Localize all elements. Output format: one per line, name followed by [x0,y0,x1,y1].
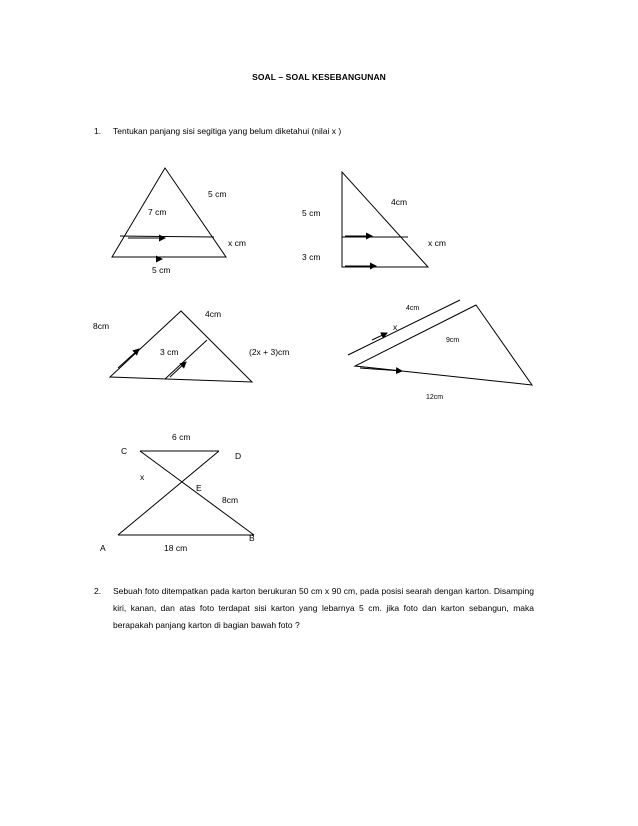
fig4-label-top: 4cm [406,305,420,312]
fig1-label-x: x cm [228,238,246,248]
question-1-number: 1. [94,126,102,136]
fig2-label-left-upper: 5 cm [302,208,321,218]
fig1-label-top-right: 5 cm [208,189,227,199]
fig4-label-inner: 9cm [446,337,460,344]
fig2-outline [342,172,428,267]
fig5-diagonal-cb [140,451,254,535]
fig3-label-inner: 3 cm [160,347,179,357]
question-1-text: Tentukan panjang sisi segitiga yang belum diketahui (nilai x ) [113,126,342,136]
fig5-label-d: D [235,451,242,461]
fig5-label-c: C [121,446,128,456]
fig2-label-x: x cm [428,238,446,248]
fig3-arrow-left [118,349,139,368]
fig3-arrow-right [170,362,186,377]
fig2-label-top: 4cm [391,197,408,207]
fig5-diagonal-da [118,451,219,535]
fig5-label-a: A [100,543,106,553]
fig4-label-x: x [393,322,398,332]
figure-1-triangle [112,168,246,275]
fig3-parallel-line [165,340,207,379]
fig4-parallel-line [348,300,460,355]
fig1-label-bottom: 5 cm [152,265,171,275]
fig1-label-left: 7 cm [148,207,167,217]
figure-5-hourglass [100,432,255,553]
question-2 [94,583,534,634]
fig3-label-right: (2x + 3)cm [249,347,290,357]
fig3-outline [110,311,252,382]
page-title: SOAL – SOAL KESEBANGUNAN [252,72,386,82]
fig5-label-b: B [249,533,255,543]
fig1-outline [112,168,226,257]
fig5-label-e: E [196,483,202,493]
fig5-label-x: x [140,472,145,482]
fig5-label-top: 6 cm [172,432,191,442]
fig4-label-bottom: 12cm [426,394,444,401]
fig3-label-left: 8cm [93,321,110,331]
figure-3-triangle [93,309,289,382]
figure-2-triangle [302,172,446,267]
fig3-label-top: 4cm [205,309,222,319]
figure-4-triangle [348,300,532,401]
fig5-label-8cm: 8cm [222,495,239,505]
question-2-number: 2. [94,586,102,596]
question-2-text: Sebuah foto ditempatkan pada karton berukuran 50 cm x 90 cm, pada posisi searah dengan karton. Disamping kiri, kanan, dan atas foto terdapat sisi karton yang lebarnya 5 cm. jika foto dan karton sebangun, maka berapakah panjang karton di bagian bawah foto ? [113,586,534,630]
fig4-outline [355,305,532,385]
fig5-label-bottom: 18 cm [164,543,188,553]
fig2-label-left-lower: 3 cm [302,252,321,262]
fig1-parallel-line [120,236,214,237]
